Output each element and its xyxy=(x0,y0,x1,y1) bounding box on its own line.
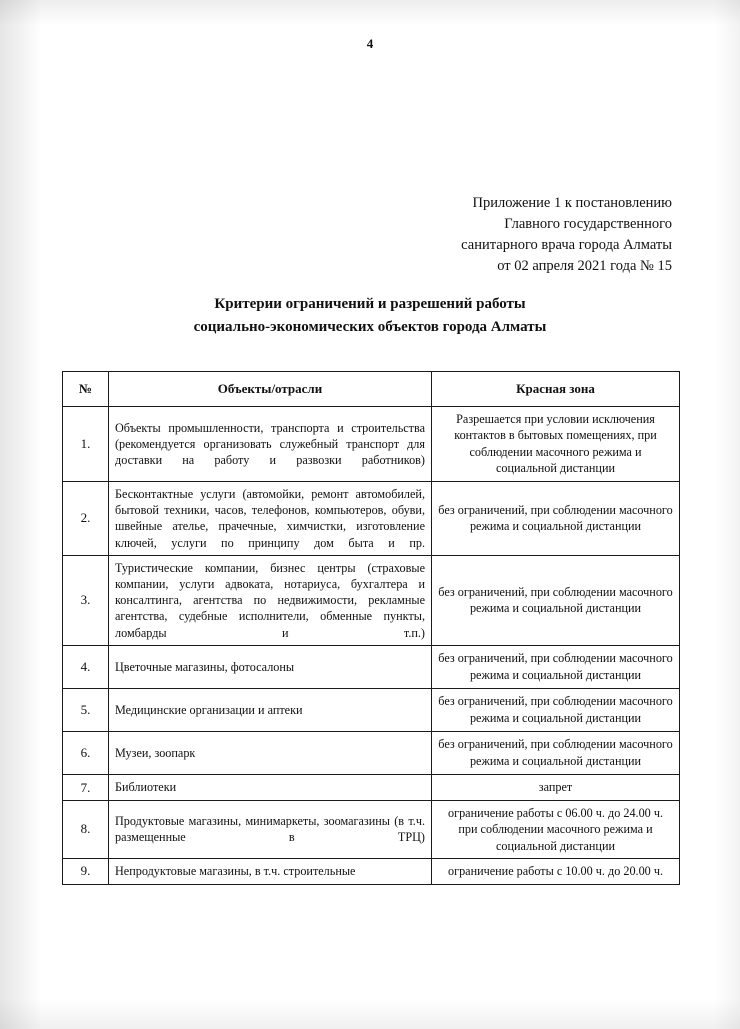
page-number: 4 xyxy=(366,36,374,51)
appendix-line-2: Главного государственного xyxy=(504,216,672,233)
table-row xyxy=(63,859,680,884)
row-object: Туристические компании, бизнес центры (страховые компании, услуги адвоката, нотариуса, бухгалтера и консалтинга, агентства по недвижимости, рекламные агентства, судебные исполнители, обменные пункты, ломбарды и т.п.) xyxy=(109,555,432,645)
row-number: 3. xyxy=(63,555,109,645)
appendix-line-3: санитарного врача города Алматы xyxy=(461,237,672,254)
row-object: Библиотеки xyxy=(109,775,432,800)
row-object: Продуктовые магазины, минимаркеты, зоомагазины (в т.ч. размещенные в ТРЦ) xyxy=(109,800,432,858)
row-zone: Разрешается при условии исключения контактов в бытовых помещениях, при соблюдении масочного режима и социальной дистанции xyxy=(432,407,680,482)
criteria-table xyxy=(62,371,680,885)
row-object: Непродуктовые магазины, в т.ч. строительные xyxy=(109,859,432,884)
appendix-line-1: Приложение 1 к постановлению xyxy=(472,195,672,211)
row-zone: без ограничений, при соблюдении масочного режима и социальной дистанции xyxy=(432,645,680,688)
row-zone: без ограничений, при соблюдении масочного режима и социальной дистанции xyxy=(432,555,680,645)
appendix-reference xyxy=(382,193,672,278)
scan-shadow-left xyxy=(0,0,42,1029)
row-zone: без ограничений, при соблюдении масочного режима и социальной дистанции xyxy=(432,689,680,732)
table-row xyxy=(63,645,680,688)
row-object: Бесконтактные услуги (автомойки, ремонт автомобилей, бытовой техники, часов, телефонов, компьютеров, обуви, швейные ателье, прачечные, химчистки, изготовление ключей, услуги по принципу дом быта и пр. xyxy=(109,481,432,555)
row-object: Медицинские организации и аптеки xyxy=(109,689,432,732)
row-object: Цветочные магазины, фотосалоны xyxy=(109,645,432,688)
row-number: 5. xyxy=(63,689,109,732)
column-header-object: Объекты/отрасли xyxy=(109,372,432,407)
row-number: 2. xyxy=(63,481,109,555)
table-header-row xyxy=(63,372,680,407)
row-number: 6. xyxy=(63,732,109,775)
page-title-line-2: социально-экономических объектов города Алматы xyxy=(193,318,547,335)
table-row xyxy=(63,689,680,732)
scan-shadow-right xyxy=(714,0,740,1029)
row-object: Объекты промышленности, транспорта и строительства (рекомендуется организовать служебный транспорт для доставки на работу и развозки работников) xyxy=(109,407,432,482)
page-title-line-1: Критерии ограничений и разрешений работы xyxy=(214,296,526,312)
row-object: Музеи, зоопарк xyxy=(109,732,432,775)
row-number: 8. xyxy=(63,800,109,858)
table-row xyxy=(63,732,680,775)
row-number: 1. xyxy=(63,407,109,482)
table-body xyxy=(63,407,680,885)
row-zone: запрет xyxy=(432,775,680,800)
appendix-line-4: от 02 апреля 2021 года № 15 xyxy=(497,258,672,275)
row-zone: без ограничений, при соблюдении масочного режима и социальной дистанции xyxy=(432,481,680,555)
row-number: 9. xyxy=(63,859,109,884)
table-row xyxy=(63,800,680,858)
table-row xyxy=(63,481,680,555)
page-title xyxy=(0,293,740,338)
row-number: 4. xyxy=(63,645,109,688)
column-header-zone: Красная зона xyxy=(432,372,680,407)
table-row xyxy=(63,555,680,645)
table-header xyxy=(63,372,680,407)
table-row xyxy=(63,407,680,482)
table-row xyxy=(63,775,680,800)
row-zone: ограничение работы с 10.00 ч. до 20.00 ч. xyxy=(432,859,680,884)
scan-shadow-top xyxy=(0,0,740,26)
row-zone: ограничение работы с 06.00 ч. до 24.00 ч. при соблюдении масочного режима и социальной дистанции xyxy=(432,800,680,858)
scan-shadow-bottom xyxy=(0,999,740,1029)
row-number: 7. xyxy=(63,775,109,800)
row-zone: без ограничений, при соблюдении масочного режима и социальной дистанции xyxy=(432,732,680,775)
column-header-number: № xyxy=(63,372,109,407)
